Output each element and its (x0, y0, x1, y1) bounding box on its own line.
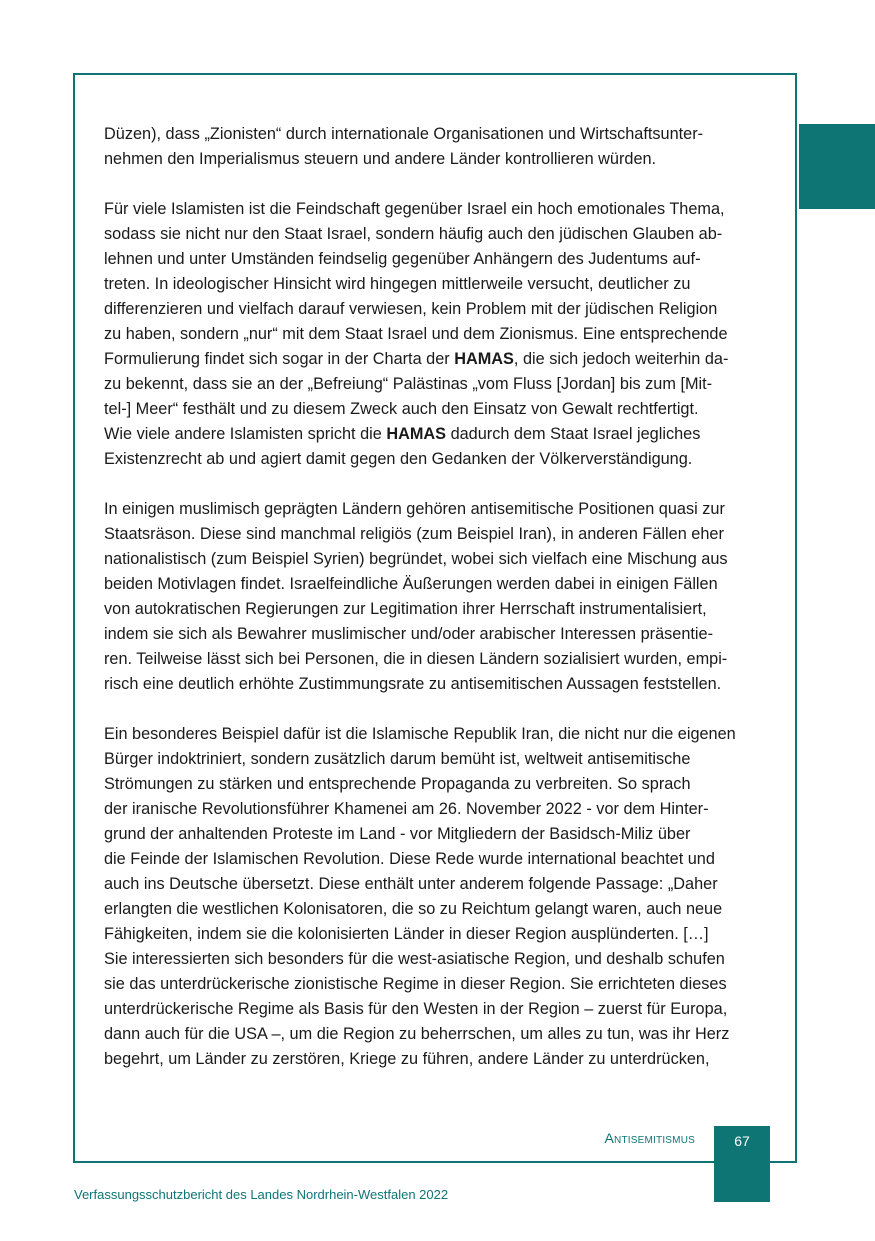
publication-footer: Verfassungsschutzbericht des Landes Nordrhein-Westfalen 2022 (74, 1187, 449, 1202)
organization-name-bold: HAMAS (386, 425, 447, 443)
text-line: unterdrückerische Regime als Basis für den Westen in der Region – zuerst für Europa, (104, 1000, 728, 1018)
section-label: Antisemitismus (604, 1130, 695, 1146)
text-line: Fähigkeiten, indem sie die kolonisierten Länder in dieser Region ausplünderten. […] (104, 925, 709, 943)
text-line: sie das unterdrückerische zionistische Regime in dieser Region. Sie errichteten dieses (104, 975, 727, 993)
text-line: ren. Teilweise lässt sich bei Personen, die in diesen Ländern sozialisiert wurden, empi- (104, 650, 728, 668)
text-line (104, 347, 774, 372)
organization-name-bold: HAMAS (454, 350, 514, 368)
text-line: In einigen muslimisch geprägten Ländern gehören antisemitische Positionen quasi zur (104, 500, 725, 518)
body-text (104, 122, 774, 1072)
text-line: nationalistisch (zum Beispiel Syrien) begründet, wobei sich vielfach eine Mischung aus (104, 550, 728, 568)
text-line: Bürger indoktriniert, sondern zusätzlich darum bemüht ist, weltweit antisemitische (104, 750, 691, 768)
text-line (104, 422, 774, 447)
paragraph-4 (104, 722, 774, 1072)
text-run: Wie viele andere Islamisten spricht die (104, 425, 387, 443)
text-line: nehmen den Imperialismus steuern und andere Länder kontrollieren würden. (104, 150, 657, 168)
text-line: indem sie sich als Bewahrer muslimischer und/oder arabischer Interessen präsentie- (104, 625, 714, 643)
text-run: Formulierung findet sich sogar in der Charta der (104, 350, 455, 368)
text-line: auch ins Deutsche übersetzt. Diese enthält unter anderem folgende Passage: „Daher (104, 875, 718, 893)
text-line: beiden Motivlagen findet. Israelfeindliche Äußerungen werden dabei in einigen Fällen (104, 575, 718, 593)
paragraph-1 (104, 122, 774, 172)
text-line: von autokratischen Regierungen zur Legitimation ihrer Herrschaft instrumentalisiert, (104, 600, 707, 618)
text-line: dann auch für die USA –, um die Region zu beherrschen, um alles zu tun, was ihr Herz (104, 1025, 730, 1043)
page-number: 67 (734, 1133, 750, 1149)
text-line: Für viele Islamisten ist die Feindschaft gegenüber Israel ein hoch emotionales Thema, (104, 200, 725, 218)
text-run: dadurch dem Staat Israel jegliches (446, 425, 701, 443)
text-line: tel-] Meer“ festhält und zu diesem Zweck auch den Einsatz von Gewalt rechtfertigt. (104, 400, 699, 418)
text-line: die Feinde der Islamischen Revolution. Diese Rede wurde international beachtet und (104, 850, 715, 868)
page-number-tab (714, 1126, 770, 1202)
text-line: begehrt, um Länder zu zerstören, Kriege zu führen, andere Länder zu unterdrücken, (104, 1050, 710, 1068)
chapter-side-tab (799, 124, 875, 209)
text-line: der iranische Revolutionsführer Khamenei am 26. November 2022 - vor dem Hinter- (104, 800, 709, 818)
text-line: zu bekennt, dass sie an der „Befreiung“ Palästinas „vom Fluss [Jordan] bis zum [Mit- (104, 375, 713, 393)
text-line: Strömungen zu stärken und entsprechende Propaganda zu verbreiten. So sprach (104, 775, 691, 793)
text-line: risch eine deutlich erhöhte Zustimmungsrate zu antisemitischen Aussagen feststellen. (104, 675, 722, 693)
text-line: zu haben, sondern „nur“ mit dem Staat Israel und dem Zionismus. Eine entsprechende (104, 325, 728, 343)
text-line: sodass sie nicht nur den Staat Israel, sondern häufig auch den jüdischen Glauben ab- (104, 225, 723, 243)
text-run: , die sich jedoch weiterhin da- (513, 350, 729, 368)
paragraph-3 (104, 497, 774, 697)
text-line: erlangten die westlichen Kolonisatoren, die so zu Reichtum gelangt waren, auch neue (104, 900, 723, 918)
text-line: Sie interessierten sich besonders für die west-asiatische Region, und deshalb schufen (104, 950, 725, 968)
text-line: lehnen und unter Umständen feindselig gegenüber Anhängern des Judentums auf- (104, 250, 701, 268)
text-line: Existenzrecht ab und agiert damit gegen den Gedanken der Völkerverständigung. (104, 450, 693, 468)
paragraph-2 (104, 197, 774, 472)
text-line: Staatsräson. Diese sind manchmal religiös (zum Beispiel Iran), in anderen Fällen eher (104, 525, 724, 543)
text-line: Ein besonderes Beispiel dafür ist die Islamische Republik Iran, die nicht nur die eigenen (104, 725, 736, 743)
text-line: grund der anhaltenden Proteste im Land - vor Mitgliedern der Basidsch-Miliz über (104, 825, 691, 843)
text-line: Düzen), dass „Zionisten“ durch internationale Organisationen und Wirtschaftsunter- (104, 125, 704, 143)
text-line: differenzieren und vielfach darauf verwiesen, kein Problem mit der jüdischen Religion (104, 300, 718, 318)
text-line: treten. In ideologischer Hinsicht wird hingegen mittlerweile versucht, deutlicher zu (104, 275, 691, 293)
